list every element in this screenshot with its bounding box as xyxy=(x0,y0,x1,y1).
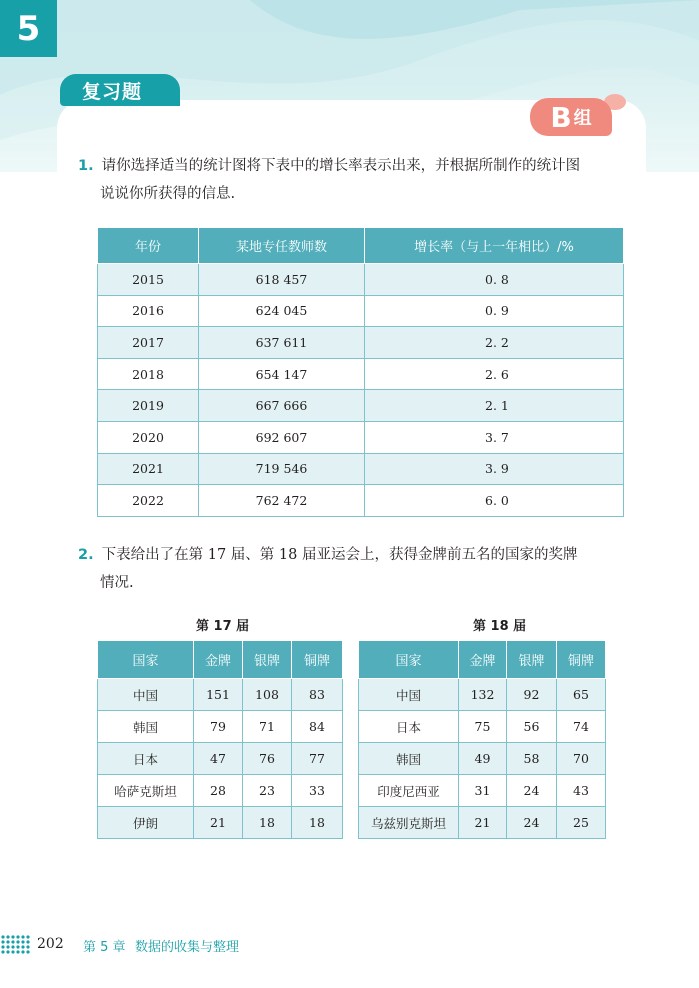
table-cell: 624 045 xyxy=(199,295,365,327)
table-cell: 31 xyxy=(459,775,507,807)
table-cell: 6. 0 xyxy=(365,485,624,517)
table-header: 某地专任教师数 xyxy=(199,228,365,264)
page-number: 202 xyxy=(37,936,64,952)
table-header: 银牌 xyxy=(507,641,557,679)
table-cell: 3. 7 xyxy=(365,421,624,453)
table-cell: 79 xyxy=(194,711,243,743)
table-18-title: 第 18 届 xyxy=(473,619,527,634)
question-text-line: 请你选择适当的统计图将下表中的增长率表示出来，并根据所制作的统计图 xyxy=(101,158,581,174)
table-cell: 28 xyxy=(194,775,243,807)
table-cell: 印度尼西亚 xyxy=(359,775,459,807)
table-row xyxy=(98,679,343,711)
medal-table-18 xyxy=(358,640,606,839)
table-cell: 2017 xyxy=(98,327,199,359)
table-row xyxy=(98,327,624,359)
question-number: 1. xyxy=(78,158,94,174)
chapter-label: 第 5 章 xyxy=(83,940,126,955)
table-row xyxy=(98,775,343,807)
table-cell: 75 xyxy=(459,711,507,743)
table-cell: 719 546 xyxy=(199,453,365,485)
table-cell: 77 xyxy=(292,743,343,775)
table-cell: 2015 xyxy=(98,264,199,296)
table-cell: 2019 xyxy=(98,390,199,422)
table-row xyxy=(98,295,624,327)
table-cell: 18 xyxy=(292,807,343,839)
table-header: 铜牌 xyxy=(557,641,606,679)
table-header-row xyxy=(359,641,606,679)
table-header: 银牌 xyxy=(243,641,292,679)
table-row xyxy=(359,775,606,807)
table-cell: 韩国 xyxy=(98,711,194,743)
table-cell: 中国 xyxy=(359,679,459,711)
table-cell: 18 xyxy=(243,807,292,839)
table-cell: 21 xyxy=(194,807,243,839)
table-cell: 43 xyxy=(557,775,606,807)
table-row xyxy=(98,485,624,517)
table-cell: 762 472 xyxy=(199,485,365,517)
table-row xyxy=(98,421,624,453)
table-cell: 2. 2 xyxy=(365,327,624,359)
table-cell: 74 xyxy=(557,711,606,743)
table-cell: 0. 8 xyxy=(365,264,624,296)
table-header: 国家 xyxy=(98,641,194,679)
table-cell: 2020 xyxy=(98,421,199,453)
table-header: 年份 xyxy=(98,228,199,264)
section-title-tab xyxy=(60,74,180,106)
table-row xyxy=(98,807,343,839)
table-cell: 0. 9 xyxy=(365,295,624,327)
table-row xyxy=(359,807,606,839)
group-letter: B xyxy=(550,100,572,134)
table-row xyxy=(98,743,343,775)
table-cell: 49 xyxy=(459,743,507,775)
table-cell: 58 xyxy=(507,743,557,775)
table-cell: 23 xyxy=(243,775,292,807)
table-cell: 日本 xyxy=(98,743,194,775)
table-header: 铜牌 xyxy=(292,641,343,679)
table-cell: 151 xyxy=(194,679,243,711)
table-header: 金牌 xyxy=(459,641,507,679)
table-cell: 71 xyxy=(243,711,292,743)
table-cell: 618 457 xyxy=(199,264,365,296)
table-cell: 日本 xyxy=(359,711,459,743)
table-cell: 3. 9 xyxy=(365,453,624,485)
table-cell: 2021 xyxy=(98,453,199,485)
table-header: 增长率（与上一年相比）/% xyxy=(365,228,624,264)
table-cell: 21 xyxy=(459,807,507,839)
table-cell: 伊朗 xyxy=(98,807,194,839)
question-text-line: 说说你所获得的信息. xyxy=(100,186,236,202)
table-cell: 2022 xyxy=(98,485,199,517)
question-1 xyxy=(78,152,628,208)
table-row xyxy=(359,711,606,743)
table-cell: 84 xyxy=(292,711,343,743)
table-cell: 92 xyxy=(507,679,557,711)
table-cell: 70 xyxy=(557,743,606,775)
table-cell: 76 xyxy=(243,743,292,775)
table-header-row xyxy=(98,641,343,679)
table-header-row xyxy=(98,228,624,264)
medal-table-17 xyxy=(97,640,343,839)
table-cell: 2016 xyxy=(98,295,199,327)
table-cell: 中国 xyxy=(98,679,194,711)
table-row xyxy=(98,358,624,390)
table-cell: 654 147 xyxy=(199,358,365,390)
table-cell: 83 xyxy=(292,679,343,711)
table-cell: 2018 xyxy=(98,358,199,390)
section-title: 复习题 xyxy=(82,80,143,103)
question-text-line: 下表给出了在第 17 届、第 18 届亚运会上，获得金牌前五名的国家的奖牌 xyxy=(101,547,578,563)
table-cell: 24 xyxy=(507,775,557,807)
table-cell: 2. 1 xyxy=(365,390,624,422)
question-2 xyxy=(78,541,628,597)
table-cell: 2. 6 xyxy=(365,358,624,390)
table-cell: 637 611 xyxy=(199,327,365,359)
table-row xyxy=(98,264,624,296)
dot-grid-icon xyxy=(0,932,34,958)
table-cell: 667 666 xyxy=(199,390,365,422)
table-row xyxy=(359,679,606,711)
table-cell: 乌兹别克斯坦 xyxy=(359,807,459,839)
question-number: 2. xyxy=(78,547,94,563)
table-row xyxy=(359,743,606,775)
table-header: 国家 xyxy=(359,641,459,679)
table-17-title: 第 17 届 xyxy=(196,619,250,634)
table-cell: 47 xyxy=(194,743,243,775)
group-label: 组 xyxy=(573,108,592,129)
table-cell: 韩国 xyxy=(359,743,459,775)
table-cell: 哈萨克斯坦 xyxy=(98,775,194,807)
chapter-number: 5 xyxy=(0,0,57,57)
table-cell: 692 607 xyxy=(199,421,365,453)
table-row xyxy=(98,453,624,485)
table-cell: 56 xyxy=(507,711,557,743)
teacher-growth-table xyxy=(97,227,624,517)
group-badge xyxy=(530,98,612,136)
table-cell: 25 xyxy=(557,807,606,839)
table-cell: 33 xyxy=(292,775,343,807)
question-text-line: 情况. xyxy=(100,575,134,591)
table-cell: 24 xyxy=(507,807,557,839)
table-cell: 108 xyxy=(243,679,292,711)
table-row xyxy=(98,711,343,743)
page-footer xyxy=(0,930,699,960)
table-cell: 132 xyxy=(459,679,507,711)
table-row xyxy=(98,390,624,422)
table-header: 金牌 xyxy=(194,641,243,679)
chapter-title: 数据的收集与整理 xyxy=(135,940,240,955)
table-cell: 65 xyxy=(557,679,606,711)
